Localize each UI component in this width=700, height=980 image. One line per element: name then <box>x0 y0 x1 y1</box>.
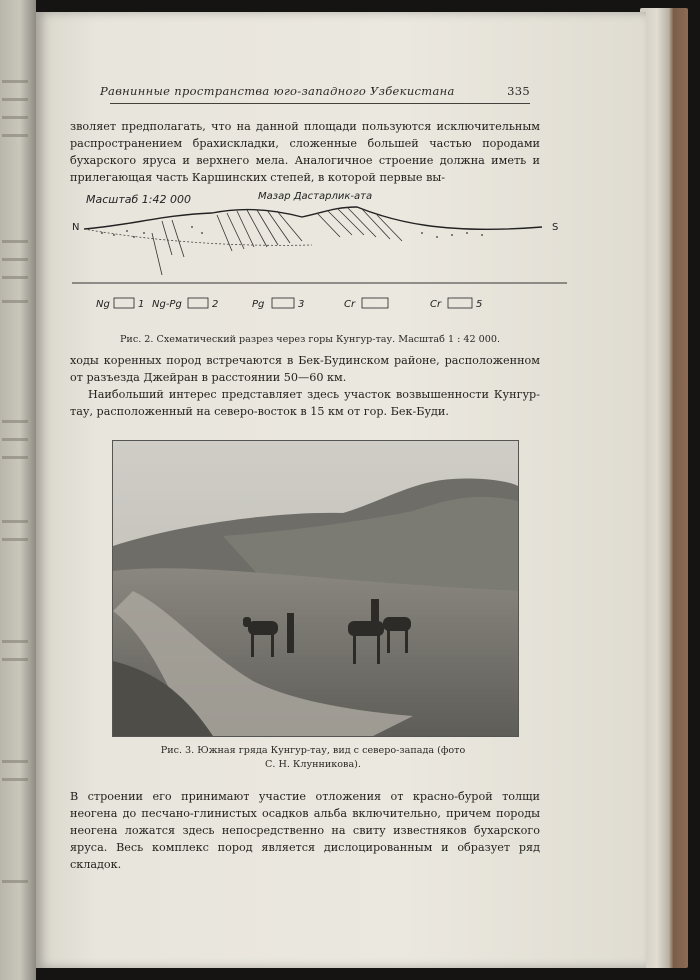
legend-swatch-2 <box>188 298 208 308</box>
figure-2-caption-line-1: Рис. 3. Южная гряда Кунгур-тау, вид с северо-запада (фото <box>160 745 466 756</box>
figure-peak-label: Мазар Дастарлик-ата <box>258 191 373 202</box>
figure-scale-label: Масштаб 1:42 000 <box>86 193 191 206</box>
figure-2-caption <box>78 744 548 772</box>
adjacent-page-strip <box>0 0 36 980</box>
legend-swatch-4 <box>362 298 388 308</box>
page-number: 335 <box>507 84 530 98</box>
figure-1-caption: Рис. 2. Схематический разрез через горы Кунгур-тау. Масштаб 1 : 42 000. <box>119 334 501 345</box>
legend-label-1: Ng <box>96 299 110 310</box>
figure-legend <box>96 298 482 310</box>
legend-number-5: 5 <box>476 299 483 310</box>
legend-swatch-1 <box>114 298 134 308</box>
paragraph-4-text: В строении его принимают участие отложения от красно-бурой толщи неогена до песчано-глинистых осадков альба включительно, причем породы неогена ложатся здесь непосредственно на свиту известняков бухарского яруса. Весь комплекс пород является дислоцированным и образует ряд складок. <box>70 790 540 871</box>
book-page-edges <box>640 8 688 968</box>
legend-label-2: Ng-Pg <box>152 299 182 310</box>
legend-swatch-5 <box>448 298 472 308</box>
header-title: Равнинные пространства юго-западного Узбекистана <box>100 84 455 98</box>
strata-dots <box>101 226 483 238</box>
header-rule <box>110 103 530 104</box>
geological-cross-section <box>72 185 567 330</box>
paragraph-1 <box>70 118 540 186</box>
south-label: S <box>552 222 559 233</box>
legend-number-3: 3 <box>298 299 305 310</box>
legend-label-5: Cr <box>430 299 442 310</box>
legend-number-2: 2 <box>212 299 219 310</box>
topographic-profile <box>84 207 542 229</box>
legend-label-3: Pg <box>252 299 265 310</box>
running-header <box>100 84 530 102</box>
legend-swatch-3 <box>272 298 294 308</box>
paragraph-2 <box>70 352 540 420</box>
paragraph-4 <box>70 788 540 873</box>
lower-contact <box>84 229 312 245</box>
paragraph-2-text: ходы коренных пород встречаются в Бек-Будинском районе, расположенном от разъезда Джейран в расстоянии 50—60 км. <box>70 354 540 384</box>
legend-number-1: 1 <box>138 299 145 310</box>
paragraph-3-text: Наибольший интерес представляет здесь участок возвышенности Кунгур-тау, расположенный на северо-восток в 15 км от гор. Бек-Буди. <box>70 388 540 418</box>
paragraph-1-text: зволяет предполагать, что на данной площади пользуются исключительным распространением брахискладки, сложенные большей частью породами бухарского яруса и верхнего мела. Аналогичное строение должна иметь и прилегающая часть Каршинских степей, в которой первые вы- <box>70 120 540 184</box>
strata-hatching <box>152 207 402 275</box>
north-label: N <box>72 222 80 233</box>
legend-label-4: Cr <box>344 299 356 310</box>
figure-2-caption-line-2: С. Н. Клунникова). <box>265 759 361 770</box>
landscape-photo <box>112 440 519 737</box>
